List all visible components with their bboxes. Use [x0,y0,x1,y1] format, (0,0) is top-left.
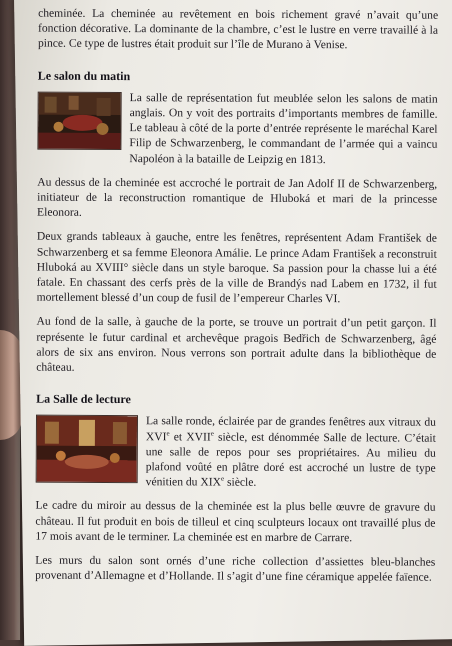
salon-paragraph-2: Au dessus de la cheminée est accroché le portrait de Jan Adolf II de Schwarzenberg, initiateur de la reconstruction romantique de Hluboká et mari de la princesse Eleonora. [37,175,438,220]
top-paragraph: cheminée. La cheminée au revêtement en bois richement gravé n’avait qu’une fonction décorative. La dominante de la chambre, c’est le lustre en verre travaillé à la pince. Ce type de lustres était produit sur l’île de Murano à Venise. [37,6,439,52]
lecture-paragraph-3: Les murs du salon sont ornés d’une riche collection d’assiettes bleu-blanches provenant d’Allemagne et d’Hollande. Il s’agit d’une fine céramique appelée faïence. [35,553,436,584]
salon-du-matin-photo [37,91,121,149]
salon-paragraph-1: La salle de représentation fut meublée selon les salons de matin anglais. On y voit des portraits d’importants membres de famille. Le tableau à côté de la porte d’entrée représente le maréchal Karel Filip de Schwarzenberg, le commandant de l’armée qui a vaincu Napoléon à la bataille de Leipzig en 1813. [129,90,438,166]
section-salle-de-lecture [35,392,436,585]
salon-heading: Le salon du matin [37,68,131,83]
lecture-heading: La Salle de lecture [36,391,131,407]
salle-de-lecture-photo [36,415,138,484]
lecture-paragraph-1: La salle ronde, éclairée par de grandes fenêtres aux vitraux du XVIe et XVIIe siècle, est dénommée Salle de lecture. C’était une salle de repos pour ses propriétaires. Au milieu du plafond voûté en plâtre doré est accroché un lustre de type vénitien du XIXe siècle. [145,414,437,490]
page-content [35,6,438,595]
salon-paragraph-4: Au fond de la salle, à gauche de la porte, se trouve un portrait d’un petit garçon. Il représente le futur cardinal et archevêque pragois Bedřich de Schwarzenberg, âgé alors de six ans environ. Nous verrons son portrait adulte dans la bibliothèque de château. [36,315,437,374]
printed-page [14,0,452,646]
section-salon-du-matin [36,68,438,377]
lecture-paragraph-2: Le cadre du miroir au dessus de la cheminée est la plus belle œuvre de gravure du château. Il fut produit en bois de tilleul et cinq sculpteurs locaux ont travaillé plus de 17 mois avant de le terminer. La cheminée est en marbre de Carrare. [35,499,436,545]
salon-paragraph-3: Deux grands tableaux à gauche, entre les fenêtres, représentent Adam František de Schwarzenberg et sa femme Eleonora Amálie. Le prince Adam František a reconstruit Hluboká au XVIII° siècle dans un style baroque. Sa passion pour la chasse lui a été fatale. En chassant des cerfs près de la ville de Brandýs nad Labem en 1732, il fut mortellement blessé d’un coup de fusil de l’empereur Charles VI. [36,230,437,306]
